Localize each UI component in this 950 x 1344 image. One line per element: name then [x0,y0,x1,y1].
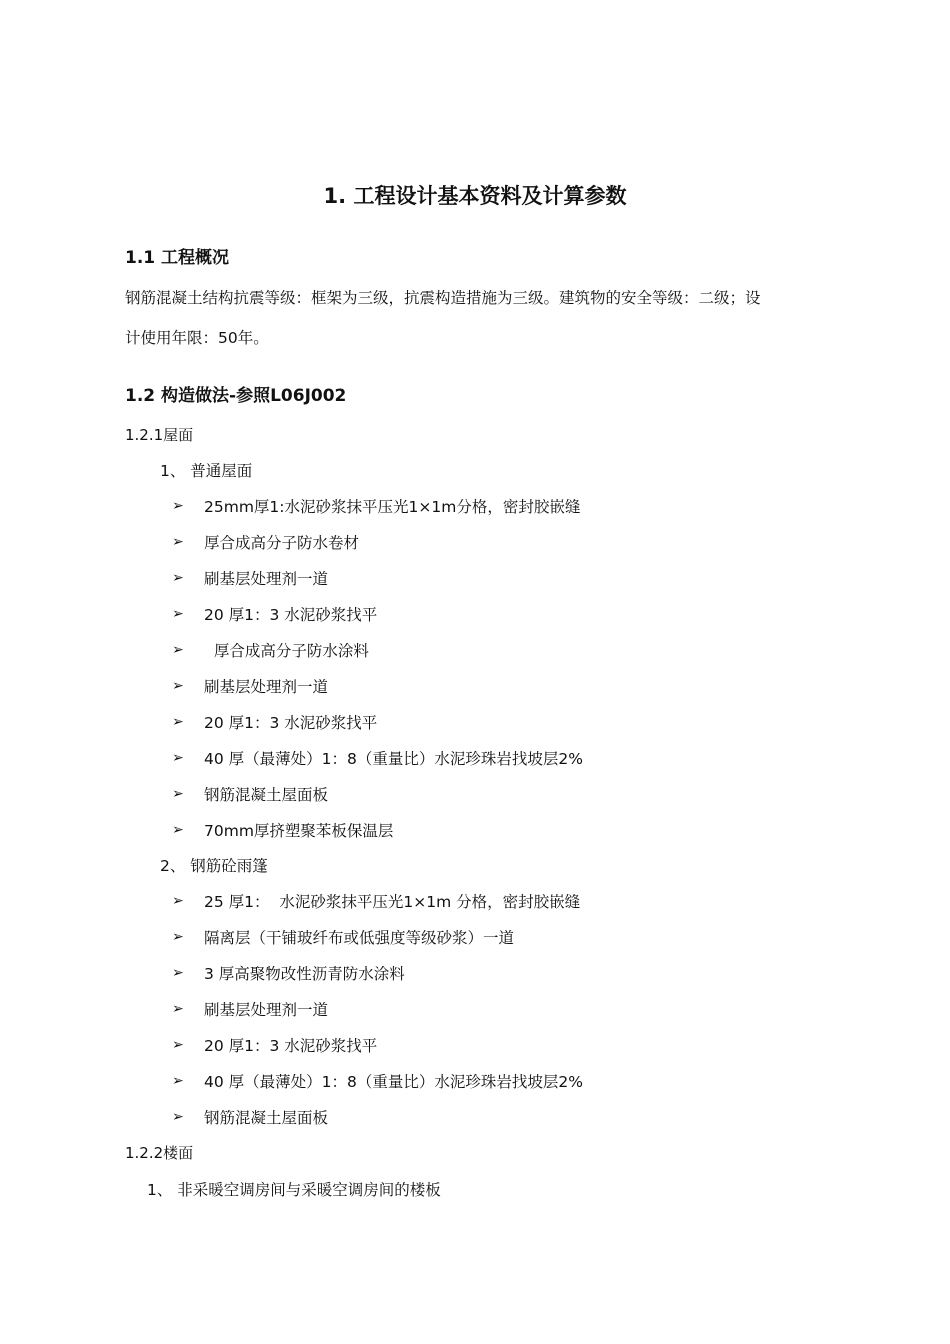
list-item-canopy: 2、 钢筋砼雨篷 [160,857,268,875]
bullet-text: 厚合成高分子防水涂料 [204,642,369,660]
bullet-text: 25 厚1： 水泥砂浆抹平压光1×1m 分格，密封胶嵌缝 [204,893,581,911]
bullet-item [172,531,359,553]
bullet-text: 20 厚1：3 水泥砂浆找平 [204,714,378,732]
bullet-text: 20 厚1：3 水泥砂浆找平 [204,1037,378,1055]
arrow-bullet-icon: ➢ [172,1037,184,1053]
bullet-item [172,675,328,697]
arrow-bullet-icon: ➢ [172,893,184,909]
bullet-item [172,962,405,984]
bullet-item [172,603,377,625]
bullet-item [172,1070,583,1092]
bullet-text: 刷基层处理剂一道 [204,1001,329,1019]
arrow-bullet-icon: ➢ [172,606,184,622]
bullet-item [172,819,393,841]
bullet-item [172,639,369,661]
bullet-item [172,711,377,733]
arrow-bullet-icon: ➢ [172,714,184,730]
subsection-heading-1-2-2: 1.2.2楼面 [125,1144,194,1162]
bullet-text: 钢筋混凝土屋面板 [204,786,329,804]
arrow-bullet-icon: ➢ [172,498,184,514]
arrow-bullet-icon: ➢ [172,1109,184,1125]
arrow-bullet-icon: ➢ [172,678,184,694]
bullet-text: 厚合成高分子防水卷材 [204,534,360,552]
bullet-text: 3 厚高聚物改性沥青防水涂料 [204,965,405,983]
arrow-bullet-icon: ➢ [172,750,184,766]
arrow-bullet-icon: ➢ [172,929,184,945]
paragraph-line-1: 钢筋混凝土结构抗震等级：框架为三级，抗震构造措施为三级。建筑物的安全等级：二级；设 [125,289,761,307]
bullet-text: 20 厚1：3 水泥砂浆找平 [204,606,378,624]
bullet-text: 刷基层处理剂一道 [204,570,329,588]
bullet-item [172,890,580,912]
bullet-item [172,926,514,948]
bullet-text: 40 厚（最薄处）1：8（重量比）水泥珍珠岩找坡层2% [204,1073,583,1091]
bullet-item [172,998,328,1020]
bullet-item [172,567,328,589]
bullet-text: 40 厚（最薄处）1：8（重量比）水泥珍珠岩找坡层2% [204,750,583,768]
arrow-bullet-icon: ➢ [172,965,184,981]
bullet-text: 钢筋混凝土屋面板 [204,1109,329,1127]
bullet-item [172,1034,377,1056]
section-heading-1-1: 1.1 工程概况 [125,248,230,268]
bullet-item [172,783,328,805]
list-item-floor-slab: 1、 非采暖空调房间与采暖空调房间的楼板 [147,1181,441,1199]
arrow-bullet-icon: ➢ [172,534,184,550]
bullet-item [172,495,580,517]
arrow-bullet-icon: ➢ [172,570,184,586]
bullet-text: 70mm厚挤塑聚苯板保温层 [204,822,394,840]
paragraph-line-2: 计使用年限：50年。 [125,329,269,347]
section-heading-1-2: 1.2 构造做法-参照L06J002 [125,386,347,406]
bullet-text: 25mm厚1:水泥砂浆抹平压光1×1m分格，密封胶嵌缝 [204,498,581,516]
bullet-text: 隔离层（干铺玻纤布或低强度等级砂浆）一道 [204,929,515,947]
subsection-heading-1-2-1: 1.2.1屋面 [125,426,194,444]
arrow-bullet-icon: ➢ [172,786,184,802]
bullet-item [172,747,583,769]
arrow-bullet-icon: ➢ [172,1001,184,1017]
page-title: 1. 工程设计基本资料及计算参数 [323,184,627,208]
bullet-text: 刷基层处理剂一道 [204,678,329,696]
arrow-bullet-icon: ➢ [172,1073,184,1089]
arrow-bullet-icon: ➢ [172,642,184,658]
list-item-ordinary-roof: 1、 普通屋面 [160,462,253,480]
bullet-item [172,1106,328,1128]
arrow-bullet-icon: ➢ [172,822,184,838]
